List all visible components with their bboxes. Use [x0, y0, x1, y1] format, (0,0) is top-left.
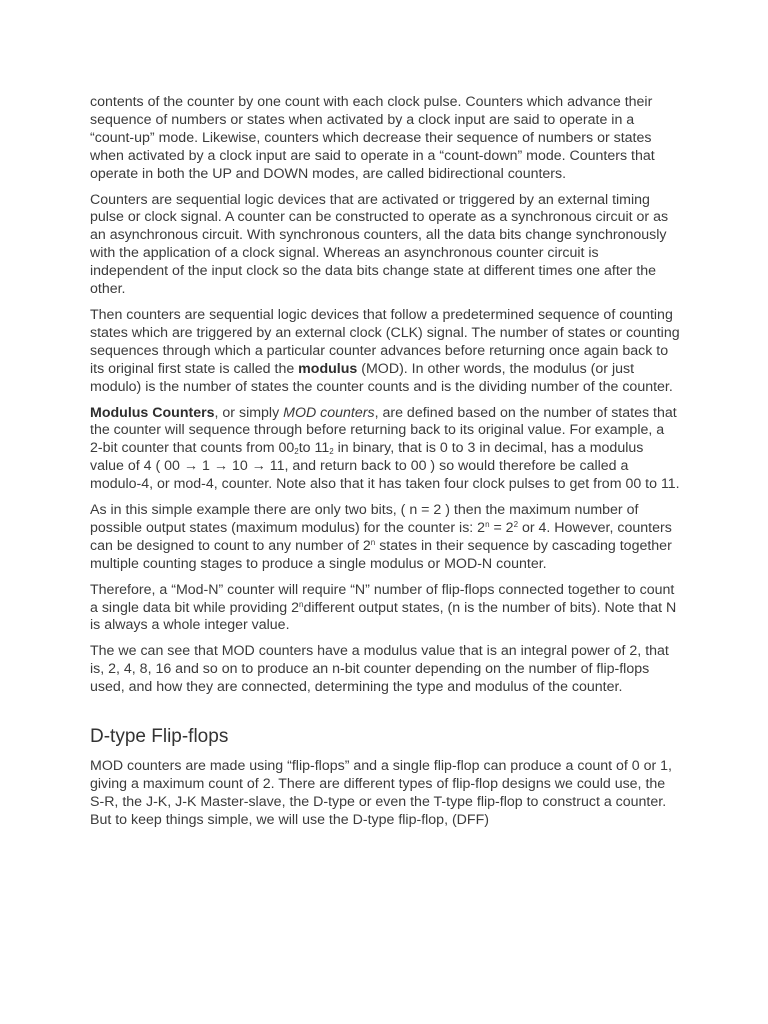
paragraph-modulus-counters	[90, 405, 680, 495]
text-run: As in this simple example there are only two bits, ( n = 2 ) then the maximum number of possible output states (maximum modulus) for the counter is: 2	[90, 502, 639, 536]
section-heading-d-type: D-type Flip-flops	[90, 726, 229, 748]
text-run: , or simply	[214, 404, 284, 421]
paragraph-mod-n	[90, 582, 680, 636]
text-run: states in their sequence by cascading together multiple counting stages to produce a single modulus or MOD-N counter.	[90, 537, 672, 572]
superscript: n	[299, 599, 304, 609]
paragraph-modulus-definition	[90, 307, 680, 397]
superscript: n	[485, 519, 490, 529]
document-page	[90, 94, 680, 838]
paragraph-count-modes: contents of the counter by one count with each clock pulse. Counters which advance their sequence of numbers or states when activated by a clock input are said to operate in a “count-up” mode. Likewise, counters which decrease their sequence of numbers or states when activated by a clock input are said to operate in a “count-down” mode. Counters that operate in both the UP and DOWN modes, are called bidirectional counters.	[90, 94, 655, 182]
italic-term-mod-counters: MOD counters	[283, 404, 375, 421]
text-run: Therefore, a “Mod-N” counter will require “N” number of flip-flops connected together to count a single data bit while providing 2	[90, 581, 675, 616]
superscript: n	[370, 537, 376, 547]
paragraph-power-of-two: The we can see that MOD counters have a modulus value that is an integral power of 2, that is, 2, 4, 8, 16 and so on to produce an n-bit counter depending on the number of flip-flops used, and how they are connected, determining the type and modulus of the counter.	[90, 643, 669, 696]
text-run: = 2	[489, 519, 514, 536]
subscript: 2	[294, 447, 299, 457]
paragraph-sync-async: Counters are sequential logic devices that are activated or triggered by an external timing pulse or clock signal. A counter can be constructed to operate as a synchronous circuit or as an asynchronous circuit. With synchronous counters, all the data bits change synchronously with the application of a clock signal. Whereas an asynchronous counter circuit is independent of the input clock so the data bits change state at different times one after the other.	[90, 191, 669, 298]
bold-term-modulus-counters: Modulus Counters	[90, 404, 215, 421]
paragraph-flip-flops: MOD counters are made using “flip-flops” and a single flip-flop can produce a count of 0 or 1, giving a maximum count of 2. There are different types of flip-flop designs we could use, the S-R, the J-K, J-K Master-slave, the D-type or even the T-type flip-flop to construct a counter. But to keep things simple, we will use the D-type flip-flop, (DFF)	[90, 758, 672, 828]
text-run: or 4. However, counters can be designed to count to any number of 2	[90, 519, 672, 554]
text-run: in binary, that is 0 to 3 in decimal, has a modulus value of 4 ( 00 → 1 → 10 → 11, and return back to 00 ) so would therefore be called a modulo-4, or mod-4, counter. Note also that it has taken four clock pulses to get from 00 to 11.	[90, 440, 680, 493]
subscript: 2	[329, 447, 334, 457]
bold-term-modulus: modulus	[298, 360, 358, 377]
paragraph-two-bit-example	[90, 502, 680, 574]
text-run: to 11	[298, 440, 330, 457]
text-run: different output states, (n is the number of bits). Note that N is always a whole integer value.	[90, 599, 677, 634]
superscript: 2	[513, 519, 519, 529]
text-run: (MOD). In other words, the modulus (or just modulo) is the number of states the counter counts and is the dividing number of the counter.	[90, 360, 673, 395]
text-run: , are defined based on the number of states that the counter will sequence through before returning back to its original value. For example, a 2-bit counter that counts from 00	[90, 404, 677, 457]
text-run: Then counters are sequential logic devices that follow a predetermined sequence of counting states which are triggered by an external clock (CLK) signal. The number of states or counting sequences through which a particular counter advances before returning once again back to its original first state is called the	[90, 306, 680, 377]
